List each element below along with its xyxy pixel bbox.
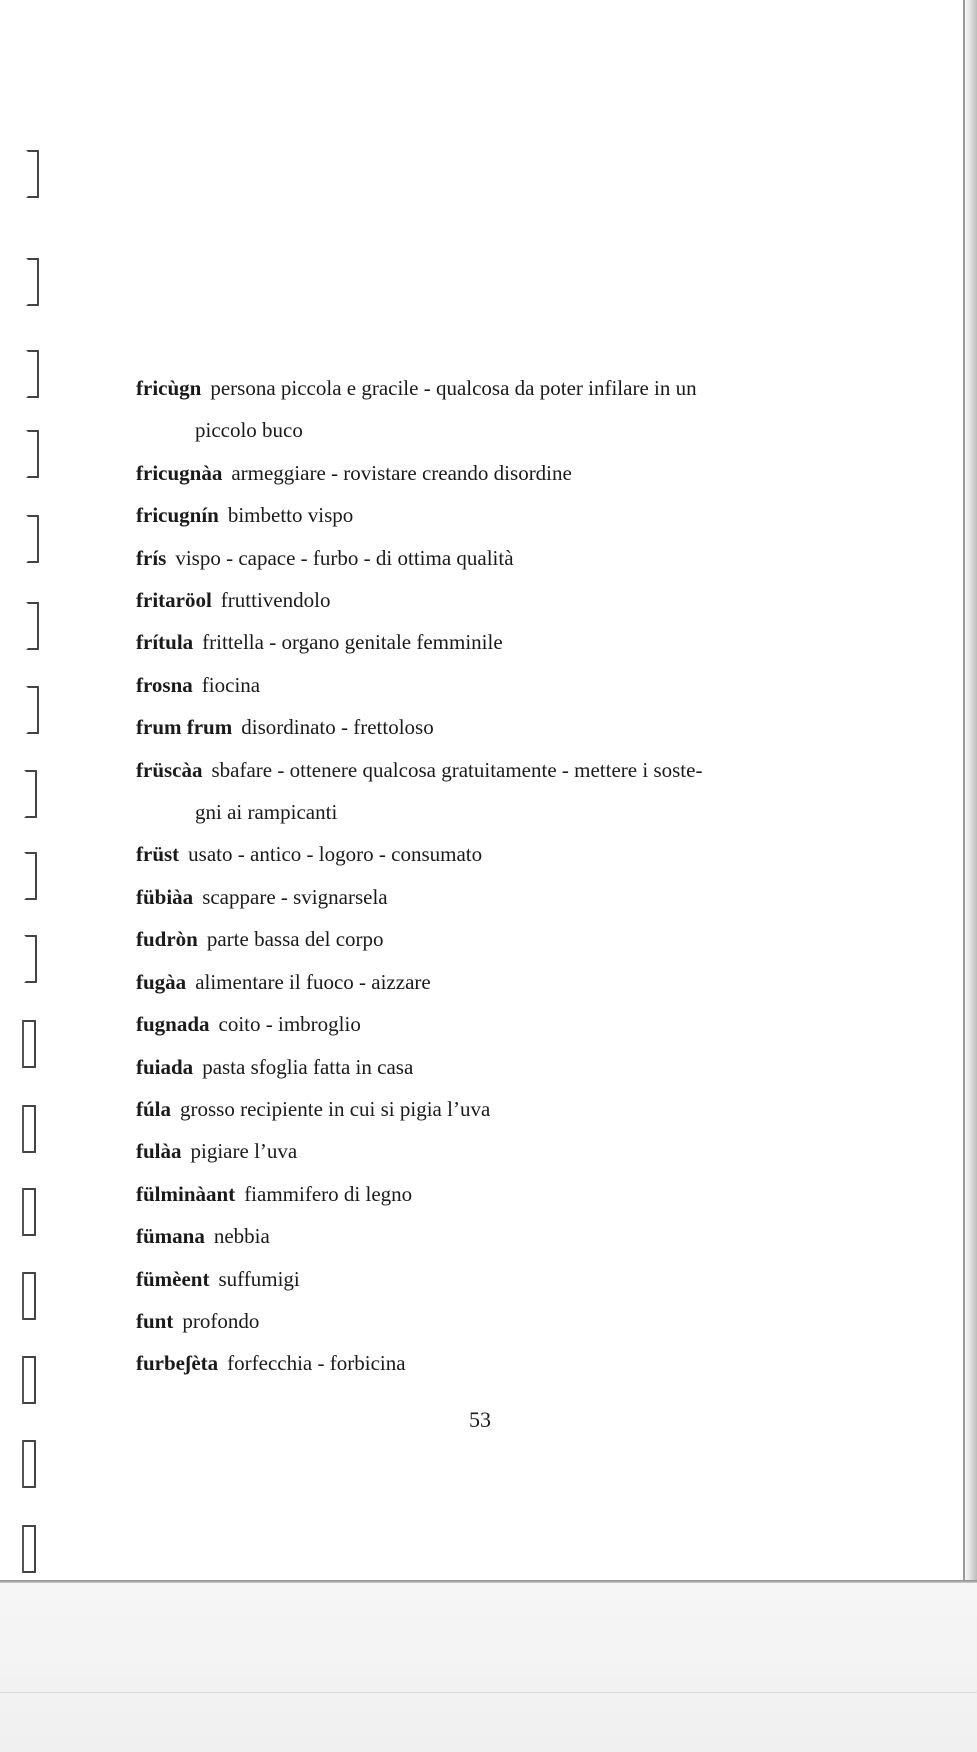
dictionary-entry [136, 918, 836, 960]
headword: frosna [136, 672, 193, 697]
scan-bottom-margin [0, 1582, 977, 1752]
dictionary-entry [136, 749, 836, 791]
dictionary-entry [136, 1046, 836, 1088]
dictionary-entry [136, 1130, 836, 1172]
dictionary-entry [136, 494, 836, 536]
dictionary-entry [136, 579, 836, 621]
dictionary-entry [136, 833, 836, 875]
headword: früst [136, 842, 180, 867]
binding-ring [22, 1105, 36, 1153]
binding-ring [22, 1020, 36, 1068]
dictionary-entry [136, 961, 836, 1003]
binding-ring [24, 935, 37, 983]
definition: armeggiare - rovistare creando disordine [231, 460, 572, 485]
headword: fugàa [136, 969, 187, 994]
definition: forfecchia - forbicina [227, 1351, 406, 1376]
definition-continuation: gni ai rampicanti [195, 800, 338, 825]
binding-ring [24, 770, 37, 818]
headword: fricugnín [136, 503, 219, 528]
headword: fümèent [136, 1266, 210, 1291]
definition: persona piccola e gracile - qualcosa da poter infilare in un [210, 376, 697, 400]
definition: nebbia [213, 1224, 270, 1249]
dictionary-entry [136, 1088, 836, 1130]
page-number: 53 [469, 1407, 491, 1432]
book-edge-line [963, 0, 965, 1580]
headword: fulàa [136, 1139, 182, 1164]
dictionary-entry [136, 1342, 836, 1384]
scan-artifact-line [0, 1692, 977, 1693]
dictionary-entries [136, 367, 836, 1385]
definition: grosso recipiente in cui si pigia l’uva [180, 1096, 491, 1121]
dictionary-entry [136, 537, 836, 579]
headword: früscàa [136, 757, 203, 782]
binding-ring [26, 350, 39, 398]
definition: fruttivendolo [220, 588, 331, 613]
binding-ring [22, 1272, 36, 1320]
binding-ring [26, 150, 39, 198]
binding-ring [22, 1356, 36, 1404]
definition: vispo - capace - furbo - di ottima qualità [175, 545, 514, 570]
binding-ring [26, 430, 39, 478]
dictionary-entry [136, 367, 836, 409]
dictionary-entry [136, 1003, 836, 1045]
headword: furbeʃèta [136, 1351, 219, 1376]
headword: frís [136, 545, 167, 570]
definition: sbafare - ottenere qualcosa gratuitamente - mettere i soste- [211, 757, 703, 782]
headword: frítula [136, 630, 194, 655]
binding-ring [26, 258, 39, 306]
dictionary-entry [136, 1300, 836, 1342]
headword: fuiada [136, 1054, 194, 1079]
dictionary-entry [136, 1258, 836, 1300]
definition: coito - imbroglio [218, 1012, 361, 1037]
headword: fugnada [136, 1012, 210, 1037]
headword: fübiàa [136, 884, 194, 909]
dictionary-entry [136, 876, 836, 918]
binding-ring [22, 1188, 36, 1236]
definition: scappare - svignarsela [202, 884, 388, 909]
headword: fudròn [136, 927, 198, 952]
definition-continuation: piccolo buco [195, 418, 303, 443]
definition: suffumigi [218, 1266, 300, 1291]
headword: fümana [136, 1224, 205, 1249]
binding-ring [24, 852, 37, 900]
dictionary-entry [136, 452, 836, 494]
definition: fiocina [201, 672, 261, 697]
headword: fricùgn [136, 376, 202, 400]
headword: fülminàant [136, 1181, 236, 1206]
definition: pasta sfoglia fatta in casa [202, 1054, 414, 1079]
headword: funt [136, 1308, 174, 1333]
definition: parte bassa del corpo [206, 927, 384, 952]
definition: disordinato - frettoloso [241, 715, 434, 740]
page-bottom-edge [0, 1580, 977, 1583]
headword: fúla [136, 1096, 172, 1121]
definition: pigiare l’uva [190, 1139, 298, 1164]
book-edge-shadow [963, 0, 977, 1600]
binding-ring [26, 686, 39, 734]
dictionary-entry [136, 664, 836, 706]
dictionary-entry [136, 706, 836, 748]
definition: frittella - organo genitale femminile [202, 630, 503, 655]
dictionary-entry [136, 1215, 836, 1257]
dictionary-entry [136, 1173, 836, 1215]
definition: fiammifero di legno [244, 1181, 413, 1206]
dictionary-entry [136, 621, 836, 663]
definition: alimentare il fuoco - aizzare [195, 969, 431, 994]
definition: profondo [182, 1308, 260, 1333]
definition: bimbetto vispo [227, 503, 354, 528]
binding-ring [22, 1525, 36, 1573]
binding-ring [26, 515, 39, 563]
binding-ring [26, 602, 39, 650]
binding-ring [22, 1440, 36, 1488]
definition: usato - antico - logoro - consumato [188, 842, 483, 867]
headword: fricugnàa [136, 460, 223, 485]
headword: frum frum [136, 715, 233, 740]
headword: fritaröol [136, 588, 212, 613]
